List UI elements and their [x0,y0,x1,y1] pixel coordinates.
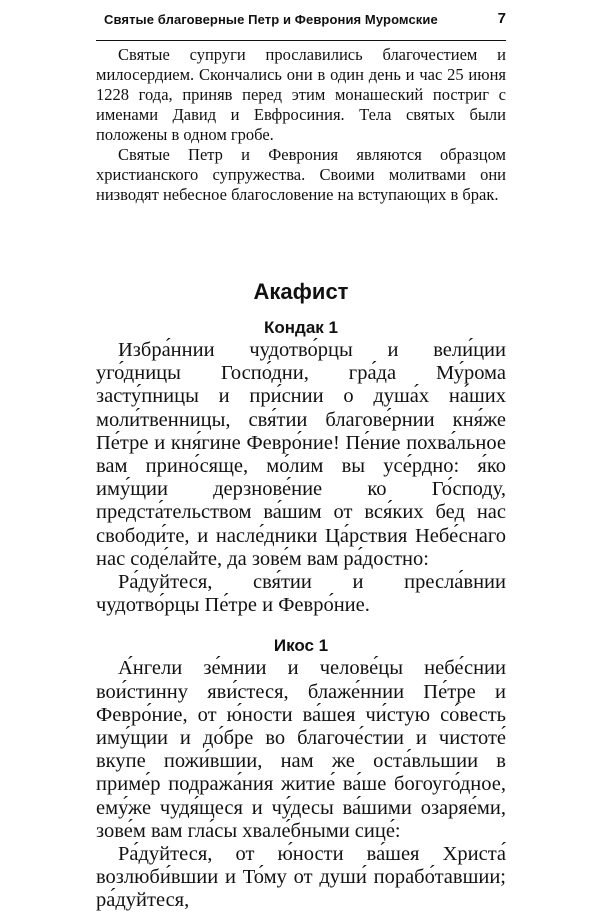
ikos-refrain: Ра́дуйтеся, от ю́ности ва́шея Христа́ возлюби́вшии и То́му от души́ порабо́тавшии; ра́дуйтеся, [96,843,506,912]
akathist-title: Акафист [253,279,349,304]
intro-text [96,45,506,205]
ikos-paragraph: А́нгели зе́мнии и челове́цы небе́снии вои́стинну яви́стеся, блаже́ннии Пе́тре и Февро́ние, от ю́ности ва́шея чи́стую со́весть иму́щии и до́бре во благоче́стии и чистоте́ вкупе пожи́вшии, нам же оста́вльшии в приме́р подража́ния житие́ ва́ше богоуго́дное, ему́же чудя́щеся и чу́десы ва́шими озаряе́ми, зове́м вам гла́сы хвале́бными сице́: [96,657,506,842]
kondak-refrain: Ра́дуйтеся, свя́тии и пресла́внии чудотво́рцы Пе́тре и Февро́ние. [96,571,506,617]
kondak-text [96,339,506,617]
running-header-title: Святые благоверные Петр и Феврония Муромские [104,12,438,27]
page-number: 7 [497,10,506,27]
intro-paragraph: Святые супруги прославились благочестием и милосердием. Скончались они в один день и час 25 июня 1228 года, приняв перед этим монашеский постриг с именами Давид и Евфросиния. Тела святых были положены в одном гробе. [96,45,506,144]
intro-paragraph: Святые Петр и Феврония являются образцом христианского супружества. Своими молитвами они низводят небесное благословение на вступающих в брак. [96,145,506,204]
kondak-paragraph: Избра́ннии чудотво́рцы и вели́ции уго́дницы Госпо́дни, гра́да Му́рома засту́пницы и при́снии о душа́х на́ших моли́твенницы, свя́тии благове́рнии кня́же Пе́тре и кня́гине Февро́ние! Пе́ние похва́льное вам прино́сяще, мо́лим вы усе́рдно: я́ко иму́щии дерзнове́ние ко Го́споду, предста́тельством ва́шим от вся́ких бед нас свободи́те, и насле́дники Ца́рствия Небе́снаго нас соде́лайте, да зове́м вам ра́достно: [96,339,506,570]
running-header [96,0,506,41]
kondak-title: Кондак 1 [264,318,338,337]
ikos-text [96,657,506,912]
ikos-title: Икос 1 [273,636,329,656]
book-page [96,0,506,913]
